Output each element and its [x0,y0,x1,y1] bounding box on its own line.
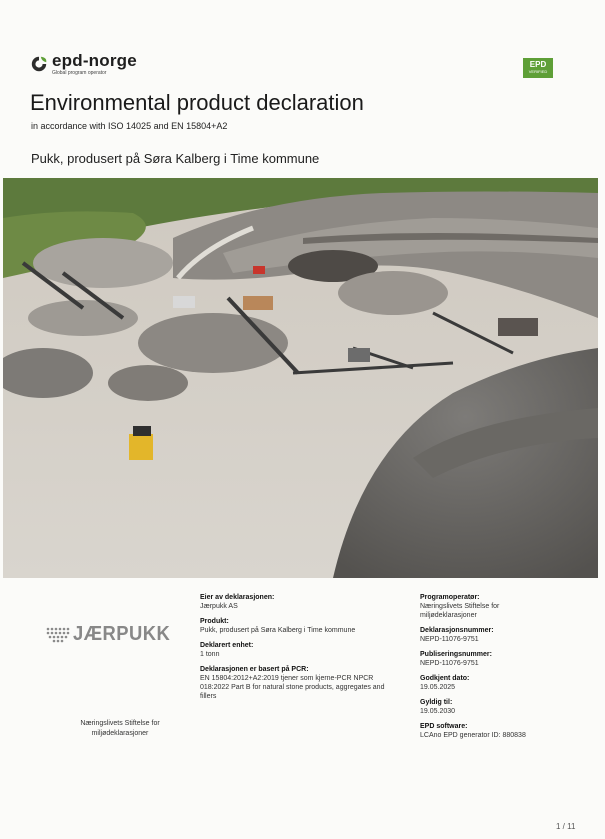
page-number: 1 / 11 [556,822,576,831]
detail-declaration-number: Deklarasjonsnummer: NEPD-11076-9751 [420,627,494,643]
detail-pcr: Deklarasjonen er basert på PCR: EN 15804:2012+A2:2019 tjener som kjerne-PCR NPCR 018:2022 Part B for natural stone products, aggregates and fillers [200,666,385,700]
epd-norge-logo [30,52,137,76]
epd-norge-leaf-icon [30,55,48,73]
details-program-column [420,593,550,746]
detail-epd-software: EPD software: LCAno EPD generator ID: 880838 [420,723,526,739]
detail-approved-date: Godkjent dato: 19.05.2025 [420,675,470,691]
badge-top: EPD [529,60,547,69]
document-subtitle: in accordance with ISO 14025 and EN 15804+A2 [31,121,228,131]
company-name: JÆRPUKK [73,623,171,645]
document-title: Environmental product declaration [30,90,364,115]
jaerpukk-dots-icon [46,627,70,643]
logo-name: epd-norge [52,51,137,70]
detail-product: Produkt: Pukk, produsert på Søra Kalberg i Time kommune [200,618,356,634]
quarry-photo [3,178,598,578]
jaerpukk-logo [46,623,179,646]
logo-tagline: Global program operator [52,70,107,76]
detail-publication-number: Publiseringsnummer: NEPD-11076-9751 [420,651,492,667]
badge-bottom: VERIFIED [528,69,548,74]
org-text: Næringslivets Stiftelse for miljødeklarasjoner [80,720,160,737]
detail-declared-unit: Deklarert enhet: 1 tonn [200,642,254,658]
detail-valid-until: Gyldig til: 19.05.2030 [420,699,456,715]
detail-program-operator: Programoperatør: Næringslivets Stiftelse for miljødeklarasjoner [420,594,500,619]
detail-owner: Eier av deklarasjonen: Jærpukk AS [200,594,275,610]
epd-verified-badge [523,58,553,78]
product-title: Pukk, produsert på Søra Kalberg i Time kommune [31,151,320,166]
details-owner-column [200,593,390,707]
